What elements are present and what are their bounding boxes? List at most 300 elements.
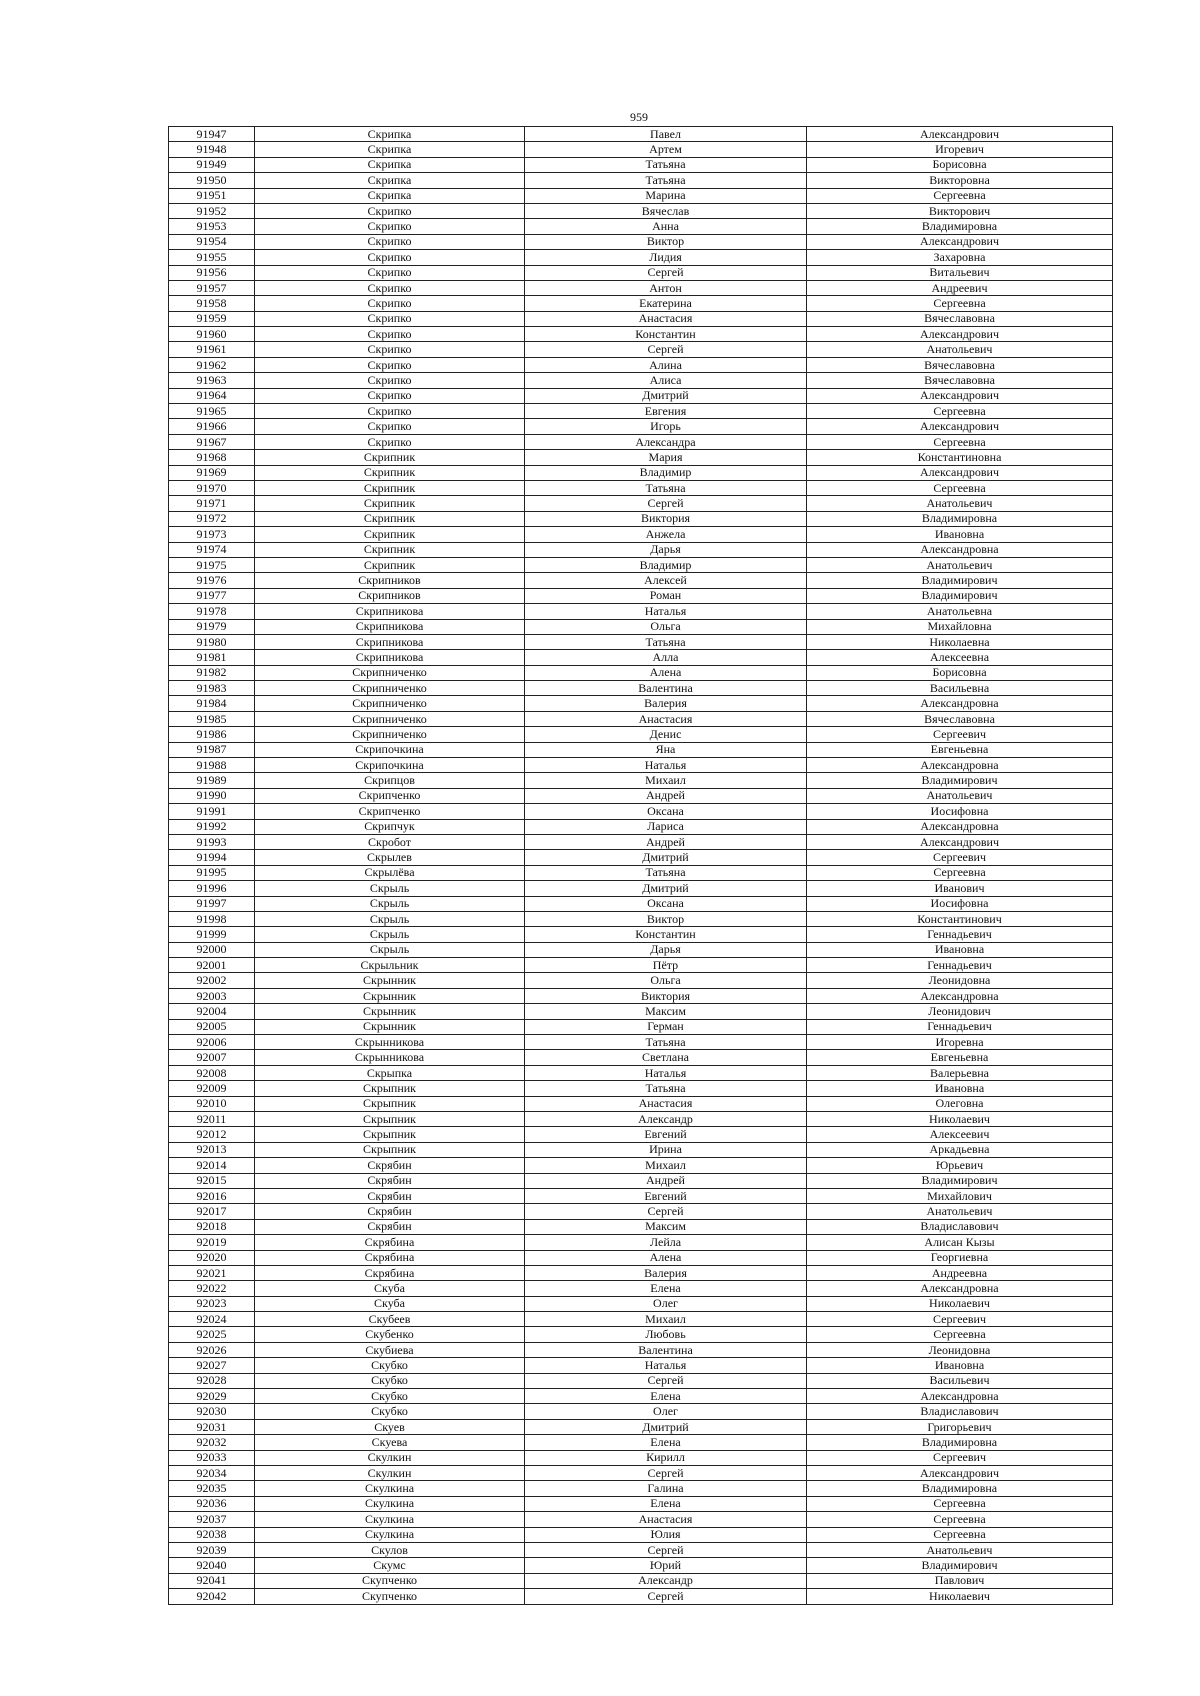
table-row	[169, 696, 1113, 711]
row-number-cell: 92010	[169, 1096, 255, 1111]
row-number-cell: 92002	[169, 973, 255, 988]
table-row	[169, 1065, 1113, 1080]
first-name-cell: Татьяна	[525, 1081, 807, 1096]
first-name-cell: Любовь	[525, 1327, 807, 1342]
row-number-cell: 91963	[169, 373, 255, 388]
patronymic-cell: Александровна	[807, 758, 1113, 773]
row-number-cell: 92024	[169, 1312, 255, 1327]
last-name-cell: Скрипко	[255, 373, 525, 388]
first-name-cell: Сергей	[525, 496, 807, 511]
first-name-cell: Сергей	[525, 265, 807, 280]
last-name-cell: Скрябина	[255, 1235, 525, 1250]
row-number-cell: 92026	[169, 1342, 255, 1357]
row-number-cell: 91950	[169, 173, 255, 188]
last-name-cell: Скрябина	[255, 1265, 525, 1280]
row-number-cell: 91992	[169, 819, 255, 834]
table-row	[169, 681, 1113, 696]
first-name-cell: Валерия	[525, 696, 807, 711]
last-name-cell: Скрипник	[255, 557, 525, 572]
row-number-cell: 91973	[169, 527, 255, 542]
table-row	[169, 1496, 1113, 1511]
last-name-cell: Скрипников	[255, 588, 525, 603]
table-row	[169, 973, 1113, 988]
table-row	[169, 958, 1113, 973]
last-name-cell: Скрипка	[255, 188, 525, 203]
first-name-cell: Андрей	[525, 834, 807, 849]
first-name-cell: Екатерина	[525, 296, 807, 311]
first-name-cell: Евгений	[525, 1188, 807, 1203]
patronymic-cell: Александрович	[807, 388, 1113, 403]
table-row	[169, 1035, 1113, 1050]
row-number-cell: 92013	[169, 1142, 255, 1157]
table-row	[169, 773, 1113, 788]
last-name-cell: Скулкина	[255, 1496, 525, 1511]
row-number-cell: 92039	[169, 1542, 255, 1557]
patronymic-cell: Александрович	[807, 327, 1113, 342]
first-name-cell: Максим	[525, 1004, 807, 1019]
table-row	[169, 1327, 1113, 1342]
table-row	[169, 419, 1113, 434]
table-row	[169, 557, 1113, 572]
table-row	[169, 496, 1113, 511]
row-number-cell: 91953	[169, 219, 255, 234]
last-name-cell: Скрипко	[255, 434, 525, 449]
first-name-cell: Татьяна	[525, 480, 807, 495]
patronymic-cell: Сергеевич	[807, 1312, 1113, 1327]
patronymic-cell: Николаевна	[807, 634, 1113, 649]
row-number-cell: 92031	[169, 1419, 255, 1434]
table-row	[169, 1050, 1113, 1065]
table-row	[169, 296, 1113, 311]
last-name-cell: Скрипник	[255, 480, 525, 495]
table-row	[169, 173, 1113, 188]
row-number-cell: 92011	[169, 1112, 255, 1127]
row-number-cell: 92033	[169, 1450, 255, 1465]
first-name-cell: Алиса	[525, 373, 807, 388]
last-name-cell: Скулкина	[255, 1481, 525, 1496]
table-row	[169, 1450, 1113, 1465]
patronymic-cell: Владимирович	[807, 573, 1113, 588]
patronymic-cell: Владимирович	[807, 588, 1113, 603]
first-name-cell: Анастасия	[525, 311, 807, 326]
last-name-cell: Скрынник	[255, 1004, 525, 1019]
last-name-cell: Скулов	[255, 1542, 525, 1557]
table-row	[169, 542, 1113, 557]
first-name-cell: Алена	[525, 665, 807, 680]
table-row	[169, 850, 1113, 865]
patronymic-cell: Геннадьевич	[807, 958, 1113, 973]
patronymic-cell: Владимировна	[807, 511, 1113, 526]
row-number-cell: 92034	[169, 1465, 255, 1480]
row-number-cell: 92012	[169, 1127, 255, 1142]
first-name-cell: Галина	[525, 1481, 807, 1496]
row-number-cell: 91997	[169, 896, 255, 911]
patronymic-cell: Алисан Кызы	[807, 1235, 1113, 1250]
last-name-cell: Скробот	[255, 834, 525, 849]
last-name-cell: Скупченко	[255, 1589, 525, 1604]
table-row	[169, 788, 1113, 803]
last-name-cell: Скрипочкина	[255, 742, 525, 757]
table-row	[169, 865, 1113, 880]
patronymic-cell: Павлович	[807, 1573, 1113, 1588]
table-row	[169, 1419, 1113, 1434]
row-number-cell: 91983	[169, 681, 255, 696]
patronymic-cell: Ивановна	[807, 1358, 1113, 1373]
table-row	[169, 1235, 1113, 1250]
table-row	[169, 1219, 1113, 1234]
patronymic-cell: Геннадьевич	[807, 1019, 1113, 1034]
patronymic-cell: Сергеевна	[807, 480, 1113, 495]
row-number-cell: 92029	[169, 1389, 255, 1404]
table-row	[169, 1373, 1113, 1388]
patronymic-cell: Юрьевич	[807, 1158, 1113, 1173]
last-name-cell: Скрипко	[255, 280, 525, 295]
row-number-cell: 91981	[169, 650, 255, 665]
row-number-cell: 92015	[169, 1173, 255, 1188]
first-name-cell: Кирилл	[525, 1450, 807, 1465]
table-row	[169, 1558, 1113, 1573]
row-number-cell: 92017	[169, 1204, 255, 1219]
first-name-cell: Дарья	[525, 542, 807, 557]
row-number-cell: 92004	[169, 1004, 255, 1019]
table-row	[169, 573, 1113, 588]
first-name-cell: Павел	[525, 127, 807, 142]
row-number-cell: 91956	[169, 265, 255, 280]
last-name-cell: Скрынник	[255, 1019, 525, 1034]
table-row	[169, 758, 1113, 773]
table-row	[169, 511, 1113, 526]
last-name-cell: Скрипниченко	[255, 665, 525, 680]
last-name-cell: Скрипник	[255, 496, 525, 511]
last-name-cell: Скрипко	[255, 388, 525, 403]
row-number-cell: 91952	[169, 203, 255, 218]
patronymic-cell: Михайлович	[807, 1188, 1113, 1203]
row-number-cell: 92007	[169, 1050, 255, 1065]
table-row	[169, 157, 1113, 172]
patronymic-cell: Евгеньевна	[807, 742, 1113, 757]
last-name-cell: Скуев	[255, 1419, 525, 1434]
row-number-cell: 91961	[169, 342, 255, 357]
last-name-cell: Скуба	[255, 1281, 525, 1296]
row-number-cell: 92028	[169, 1373, 255, 1388]
patronymic-cell: Анатольевна	[807, 604, 1113, 619]
patronymic-cell: Александрович	[807, 1465, 1113, 1480]
row-number-cell: 91954	[169, 234, 255, 249]
row-number-cell: 91985	[169, 711, 255, 726]
patronymic-cell: Леонидович	[807, 1004, 1113, 1019]
row-number-cell: 92009	[169, 1081, 255, 1096]
table-row	[169, 1173, 1113, 1188]
first-name-cell: Роман	[525, 588, 807, 603]
first-name-cell: Сергей	[525, 1373, 807, 1388]
table-row	[169, 834, 1113, 849]
patronymic-cell: Григорьевич	[807, 1419, 1113, 1434]
last-name-cell: Скупченко	[255, 1573, 525, 1588]
last-name-cell: Скрипникова	[255, 650, 525, 665]
last-name-cell: Скрыпник	[255, 1112, 525, 1127]
last-name-cell: Скрынникова	[255, 1035, 525, 1050]
roster-body	[169, 127, 1113, 1605]
last-name-cell: Скрябин	[255, 1204, 525, 1219]
last-name-cell: Скрипник	[255, 465, 525, 480]
last-name-cell: Скрипко	[255, 404, 525, 419]
first-name-cell: Виктория	[525, 988, 807, 1003]
patronymic-cell: Андреевич	[807, 280, 1113, 295]
row-number-cell: 91975	[169, 557, 255, 572]
last-name-cell: Скрипникова	[255, 619, 525, 634]
first-name-cell: Юрий	[525, 1558, 807, 1573]
patronymic-cell: Александровна	[807, 542, 1113, 557]
first-name-cell: Оксана	[525, 804, 807, 819]
last-name-cell: Скрипников	[255, 573, 525, 588]
row-number-cell: 91986	[169, 727, 255, 742]
first-name-cell: Игорь	[525, 419, 807, 434]
patronymic-cell: Викторовна	[807, 173, 1113, 188]
last-name-cell: Скубеев	[255, 1312, 525, 1327]
last-name-cell: Скрыпник	[255, 1096, 525, 1111]
row-number-cell: 92000	[169, 942, 255, 957]
row-number-cell: 91996	[169, 881, 255, 896]
last-name-cell: Скубко	[255, 1373, 525, 1388]
table-row	[169, 434, 1113, 449]
table-row	[169, 480, 1113, 495]
patronymic-cell: Сергеевна	[807, 1527, 1113, 1542]
patronymic-cell: Захаровна	[807, 250, 1113, 265]
table-row	[169, 1204, 1113, 1219]
first-name-cell: Сергей	[525, 1542, 807, 1557]
table-row	[169, 342, 1113, 357]
last-name-cell: Скрипочкина	[255, 758, 525, 773]
first-name-cell: Евгения	[525, 404, 807, 419]
first-name-cell: Лейла	[525, 1235, 807, 1250]
patronymic-cell: Владимировна	[807, 1435, 1113, 1450]
row-number-cell: 91989	[169, 773, 255, 788]
row-number-cell: 92001	[169, 958, 255, 973]
patronymic-cell: Александровна	[807, 1281, 1113, 1296]
table-row	[169, 250, 1113, 265]
first-name-cell: Наталья	[525, 1065, 807, 1080]
patronymic-cell: Михайловна	[807, 619, 1113, 634]
row-number-cell: 92018	[169, 1219, 255, 1234]
last-name-cell: Скулкин	[255, 1465, 525, 1480]
page-number: 959	[630, 110, 648, 124]
row-number-cell: 91966	[169, 419, 255, 434]
last-name-cell: Скрыль	[255, 881, 525, 896]
last-name-cell: Скрыпник	[255, 1142, 525, 1157]
last-name-cell: Скрипко	[255, 342, 525, 357]
patronymic-cell: Александровна	[807, 696, 1113, 711]
patronymic-cell: Борисовна	[807, 157, 1113, 172]
patronymic-cell: Сергеевна	[807, 188, 1113, 203]
first-name-cell: Александра	[525, 434, 807, 449]
last-name-cell: Скрипко	[255, 327, 525, 342]
table-row	[169, 280, 1113, 295]
first-name-cell: Наталья	[525, 604, 807, 619]
patronymic-cell: Сергеевна	[807, 296, 1113, 311]
row-number-cell: 92023	[169, 1296, 255, 1311]
patronymic-cell: Вячеславовна	[807, 311, 1113, 326]
last-name-cell: Скубенко	[255, 1327, 525, 1342]
last-name-cell: Скрынник	[255, 973, 525, 988]
patronymic-cell: Александрович	[807, 419, 1113, 434]
table-row	[169, 1389, 1113, 1404]
last-name-cell: Скрипко	[255, 296, 525, 311]
first-name-cell: Юлия	[525, 1527, 807, 1542]
patronymic-cell: Сергеевна	[807, 1496, 1113, 1511]
row-number-cell: 91958	[169, 296, 255, 311]
table-row	[169, 311, 1113, 326]
row-number-cell: 91960	[169, 327, 255, 342]
patronymic-cell: Владимирович	[807, 1173, 1113, 1188]
patronymic-cell: Николаевич	[807, 1296, 1113, 1311]
first-name-cell: Алина	[525, 357, 807, 372]
row-number-cell: 91984	[169, 696, 255, 711]
patronymic-cell: Сергеевна	[807, 434, 1113, 449]
patronymic-cell: Алексеевна	[807, 650, 1113, 665]
row-number-cell: 91976	[169, 573, 255, 588]
table-row	[169, 357, 1113, 372]
patronymic-cell: Александрович	[807, 127, 1113, 142]
last-name-cell: Скулкина	[255, 1527, 525, 1542]
last-name-cell: Скрипчук	[255, 819, 525, 834]
last-name-cell: Скрипник	[255, 511, 525, 526]
patronymic-cell: Сергеевич	[807, 727, 1113, 742]
patronymic-cell: Иосифовна	[807, 896, 1113, 911]
first-name-cell: Татьяна	[525, 173, 807, 188]
patronymic-cell: Викторович	[807, 203, 1113, 218]
first-name-cell: Оксана	[525, 896, 807, 911]
patronymic-cell: Сергеевна	[807, 1327, 1113, 1342]
patronymic-cell: Ивановна	[807, 942, 1113, 957]
row-number-cell: 92014	[169, 1158, 255, 1173]
table-row	[169, 896, 1113, 911]
table-row	[169, 127, 1113, 142]
first-name-cell: Сергей	[525, 342, 807, 357]
last-name-cell: Скрипка	[255, 127, 525, 142]
row-number-cell: 91980	[169, 634, 255, 649]
row-number-cell: 91979	[169, 619, 255, 634]
table-row	[169, 1465, 1113, 1480]
first-name-cell: Анастасия	[525, 1096, 807, 1111]
row-number-cell: 92020	[169, 1250, 255, 1265]
first-name-cell: Михаил	[525, 1158, 807, 1173]
table-row	[169, 1188, 1113, 1203]
last-name-cell: Скрынникова	[255, 1050, 525, 1065]
last-name-cell: Скрипникова	[255, 634, 525, 649]
table-row	[169, 388, 1113, 403]
patronymic-cell: Аркадьевна	[807, 1142, 1113, 1157]
table-row	[169, 234, 1113, 249]
last-name-cell: Скумс	[255, 1558, 525, 1573]
first-name-cell: Виктор	[525, 234, 807, 249]
first-name-cell: Дмитрий	[525, 881, 807, 896]
last-name-cell: Скрипник	[255, 542, 525, 557]
patronymic-cell: Владиславович	[807, 1404, 1113, 1419]
last-name-cell: Скрыльник	[255, 958, 525, 973]
patronymic-cell: Вячеславовна	[807, 373, 1113, 388]
patronymic-cell: Сергеевна	[807, 404, 1113, 419]
row-number-cell: 92036	[169, 1496, 255, 1511]
first-name-cell: Анастасия	[525, 1512, 807, 1527]
patronymic-cell: Геннадьевич	[807, 927, 1113, 942]
patronymic-cell: Владимировна	[807, 219, 1113, 234]
first-name-cell: Антон	[525, 280, 807, 295]
table-row	[169, 1250, 1113, 1265]
patronymic-cell: Александровна	[807, 819, 1113, 834]
row-number-cell: 91995	[169, 865, 255, 880]
last-name-cell: Скрыль	[255, 942, 525, 957]
row-number-cell: 91951	[169, 188, 255, 203]
last-name-cell: Скрипко	[255, 311, 525, 326]
row-number-cell: 92022	[169, 1281, 255, 1296]
table-row	[169, 1589, 1113, 1604]
patronymic-cell: Николаевич	[807, 1112, 1113, 1127]
row-number-cell: 91971	[169, 496, 255, 511]
first-name-cell: Сергей	[525, 1589, 807, 1604]
row-number-cell: 92005	[169, 1019, 255, 1034]
table-row	[169, 1281, 1113, 1296]
first-name-cell: Максим	[525, 1219, 807, 1234]
first-name-cell: Елена	[525, 1496, 807, 1511]
patronymic-cell: Иосифовна	[807, 804, 1113, 819]
first-name-cell: Светлана	[525, 1050, 807, 1065]
table-row	[169, 1512, 1113, 1527]
row-number-cell: 91948	[169, 142, 255, 157]
first-name-cell: Марина	[525, 188, 807, 203]
table-row	[169, 1265, 1113, 1280]
last-name-cell: Скрыль	[255, 911, 525, 926]
table-row	[169, 665, 1113, 680]
table-row	[169, 1312, 1113, 1327]
last-name-cell: Скуба	[255, 1296, 525, 1311]
patronymic-cell: Константинович	[807, 911, 1113, 926]
first-name-cell: Александр	[525, 1573, 807, 1588]
row-number-cell: 91991	[169, 804, 255, 819]
row-number-cell: 91968	[169, 450, 255, 465]
row-number-cell: 91993	[169, 834, 255, 849]
first-name-cell: Михаил	[525, 773, 807, 788]
row-number-cell: 91998	[169, 911, 255, 926]
row-number-cell: 91947	[169, 127, 255, 142]
first-name-cell: Ольга	[525, 619, 807, 634]
patronymic-cell: Вячеславовна	[807, 357, 1113, 372]
last-name-cell: Скубко	[255, 1389, 525, 1404]
last-name-cell: Скрипко	[255, 234, 525, 249]
first-name-cell: Артем	[525, 142, 807, 157]
patronymic-cell: Александрович	[807, 465, 1113, 480]
row-number-cell: 91988	[169, 758, 255, 773]
patronymic-cell: Анатольевич	[807, 342, 1113, 357]
last-name-cell: Скрипниченко	[255, 696, 525, 711]
first-name-cell: Андрей	[525, 1173, 807, 1188]
row-number-cell: 92006	[169, 1035, 255, 1050]
last-name-cell: Скрипник	[255, 450, 525, 465]
first-name-cell: Алексей	[525, 573, 807, 588]
patronymic-cell: Борисовна	[807, 665, 1113, 680]
first-name-cell: Наталья	[525, 758, 807, 773]
first-name-cell: Сергей	[525, 1204, 807, 1219]
patronymic-cell: Сергеевна	[807, 865, 1113, 880]
table-row	[169, 742, 1113, 757]
last-name-cell: Скрябин	[255, 1158, 525, 1173]
row-number-cell: 92032	[169, 1435, 255, 1450]
patronymic-cell: Сергеевич	[807, 850, 1113, 865]
last-name-cell: Скрипко	[255, 250, 525, 265]
patronymic-cell: Николаевич	[807, 1589, 1113, 1604]
last-name-cell: Скрипник	[255, 527, 525, 542]
table-row	[169, 1404, 1113, 1419]
patronymic-cell: Анатольевич	[807, 557, 1113, 572]
